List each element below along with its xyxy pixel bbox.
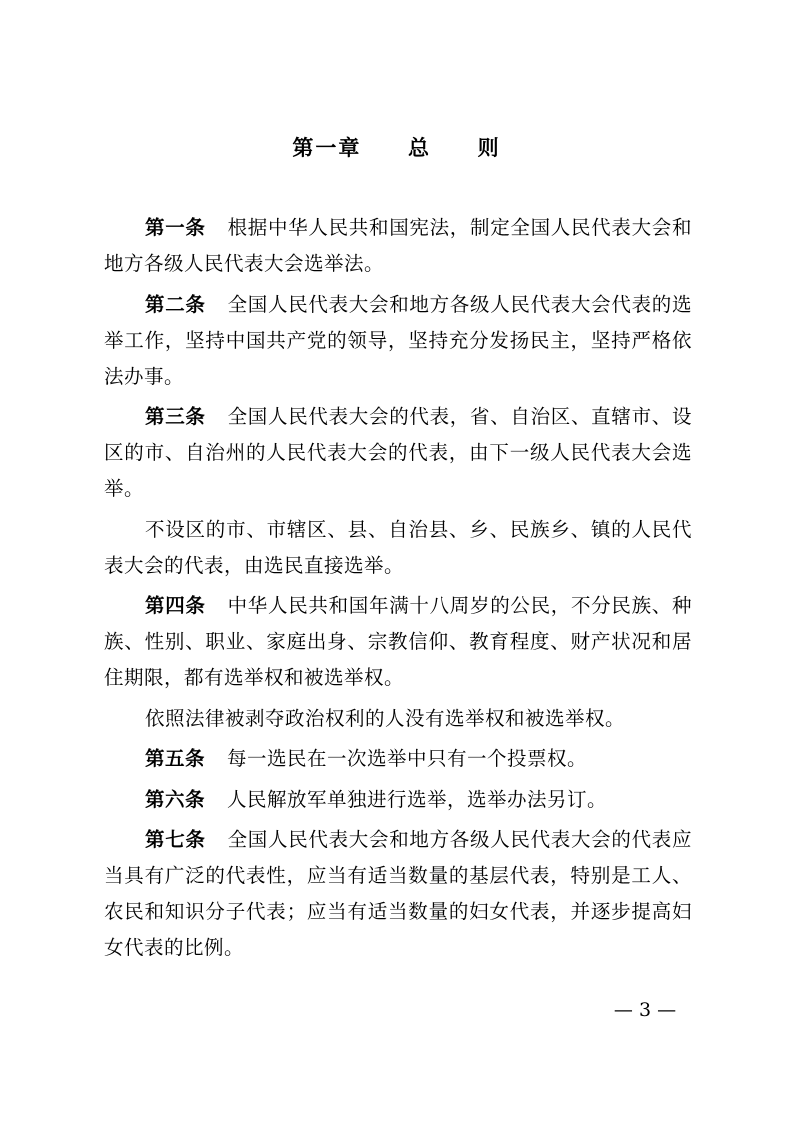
article-4-paragraph-2 [104, 701, 692, 737]
article-number: 第二条 [145, 292, 206, 316]
article-4 [104, 588, 692, 696]
article-6 [104, 782, 692, 818]
paragraph-text: 不设区的市、市辖区、县、自治县、乡、民族乡、镇的人民代表大会的代表，由选民直接选举。 [104, 517, 692, 577]
article-7 [104, 822, 692, 966]
article-3 [104, 399, 692, 507]
article-number: 第三条 [145, 405, 206, 428]
article-text: 根据中华人民共和国宪法，制定全国人民代表大会和地方各级人民代表大会选举法。 [104, 216, 692, 275]
article-number: 第一条 [145, 216, 206, 239]
article-text: 全国人民代表大会的代表，省、自治区、直辖市、设区的市、自治州的人民代表大会的代表，由下一级人民代表大会选举。 [104, 405, 692, 500]
chapter-title: 第一章 总 则 [292, 136, 501, 160]
article-1 [104, 210, 692, 282]
article-2 [104, 287, 692, 395]
article-text: 全国人民代表大会和地方各级人民代表大会代表的选举工作，坚持中国共产党的领导，坚持充分发扬民主，坚持严格依法办事。 [104, 292, 692, 388]
article-5 [104, 741, 692, 777]
article-text: 每一选民在一次选举中只有一个投票权。 [227, 747, 588, 770]
article-text: 中华人民共和国年满十八周岁的公民，不分民族、种族、性别、职业、家庭出身、宗教信仰、教育程度、财产状况和居住期限，都有选举权和被选举权。 [104, 594, 692, 689]
article-number: 第四条 [145, 594, 206, 617]
paragraph-text: 依照法律被剥夺政治权利的人没有选举权和被选举权。 [145, 706, 626, 730]
article-number: 第五条 [145, 747, 206, 770]
page-number: — 3 — [613, 999, 677, 1021]
article-number: 第七条 [145, 828, 206, 851]
article-number: 第六条 [145, 787, 206, 811]
article-text: 人民解放军单独进行选举，选举办法另订。 [227, 787, 608, 811]
article-text: 全国人民代表大会和地方各级人民代表大会的代表应当具有广泛的代表性，应当有适当数量的基层代表，特别是工人、农民和知识分子代表；应当有适当数量的妇女代表，并逐步提高妇女代表的比例。 [104, 828, 692, 959]
body-text [104, 210, 692, 971]
article-3-paragraph-2 [104, 512, 692, 584]
